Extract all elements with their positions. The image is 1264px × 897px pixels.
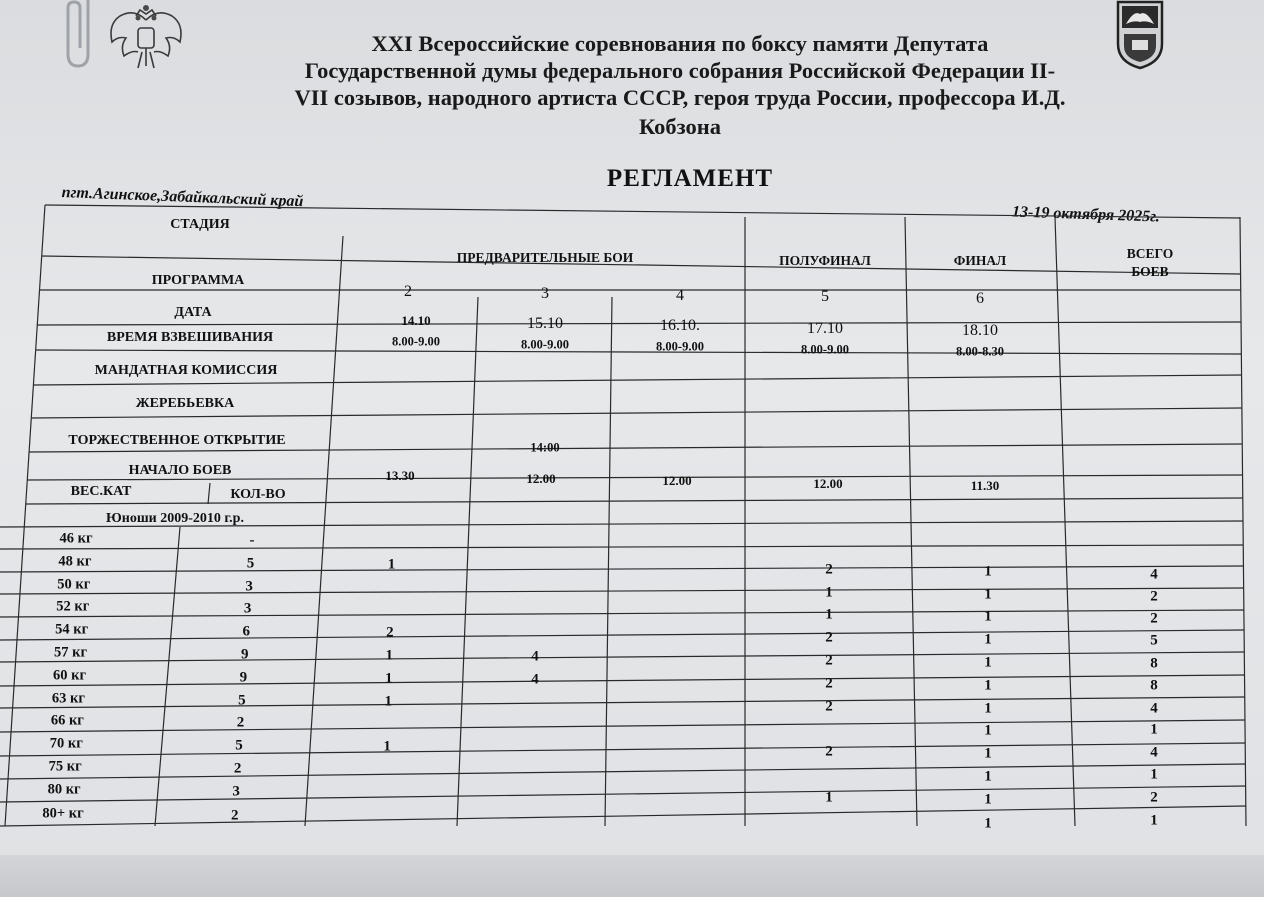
final-bouts: 1 <box>984 745 992 762</box>
preliminary-day2-bouts: 1 <box>385 647 394 664</box>
total-bouts: 1 <box>1150 812 1158 829</box>
event-dates: 13-19 октября 2025г. <box>1011 203 1161 226</box>
table-row-line <box>0 697 1245 708</box>
bout-start-time: 13.30 <box>385 468 415 483</box>
preliminary-day2-bouts: 1 <box>383 738 391 755</box>
program-number: 5 <box>821 288 829 306</box>
bout-start-time: 12.00 <box>526 470 556 486</box>
date-value: 17.10 <box>807 319 843 337</box>
weight-category: 60 кг <box>52 667 87 684</box>
weight-category: 63 кг <box>51 690 85 707</box>
table-column-line <box>605 297 612 826</box>
row-label-opening-ceremony: ТОРЖЕСТВЕННОЕ ОТКРЫТИЕ <box>68 433 286 448</box>
table-row-line <box>0 764 1245 779</box>
total-bouts: 8 <box>1150 677 1158 694</box>
weight-category: 80 кг <box>47 781 81 798</box>
weight-category: 57 кг <box>54 644 88 661</box>
row-label-bouts-start: НАЧАЛО БОЕВ <box>128 463 232 478</box>
semifinal-bouts: 1 <box>825 584 833 601</box>
weight-category: 48 кг <box>58 553 92 570</box>
opening-time: 14:00 <box>530 440 560 455</box>
table-row-line <box>0 720 1245 732</box>
table-row-line <box>0 783 1246 802</box>
weight-count: 5 <box>246 555 255 572</box>
semifinal-bouts: 2 <box>825 629 833 646</box>
row-label-weigh-in: ВРЕМЯ ВЗВЕШИВАНИЯ <box>106 330 274 345</box>
stage-preliminary: ПРЕДВАРИТЕЛЬНЫЕ БОИ <box>456 250 634 265</box>
weight-count: 2 <box>230 807 239 824</box>
stage-total: ВСЕГО <box>1126 246 1174 261</box>
final-bouts: 1 <box>984 791 992 808</box>
row-label-weight-category: ВЕС.КАТ <box>70 484 132 499</box>
title-line-4: Кобзона <box>638 114 722 139</box>
table-row-line <box>0 610 1244 617</box>
weight-category: 80+ кг <box>42 805 84 822</box>
date-value: 16.10. <box>660 317 700 335</box>
weight-count: 2 <box>233 760 242 777</box>
row-label-age-group: Юноши 2009-2010 г.р. <box>106 511 244 526</box>
preliminary-day2-bouts: 1 <box>384 693 392 710</box>
location-label: пгт.Агинское,Забайкальский край <box>61 184 304 211</box>
table-column-line <box>905 217 917 826</box>
total-bouts: 5 <box>1150 632 1158 649</box>
semifinal-bouts: 2 <box>825 675 833 692</box>
weight-category: 46 кг <box>59 530 93 547</box>
document-title: РЕГЛАМЕНТ <box>606 165 774 192</box>
weight-count-divider <box>155 527 180 826</box>
stage-total: БОЕВ <box>1131 264 1169 279</box>
row-label-mandate-commission: МАНДАТНАЯ КОМИССИЯ <box>94 363 278 378</box>
preliminary-day2-bouts: 1 <box>387 556 396 573</box>
date-value: 14.10 <box>401 313 431 328</box>
weight-count: 5 <box>235 737 243 754</box>
weight-count: 9 <box>239 669 248 686</box>
program-number: 3 <box>541 284 549 302</box>
table-row-line <box>0 588 1243 594</box>
stage-semifinal: ПОЛУФИНАЛ <box>779 253 871 268</box>
total-bouts: 2 <box>1150 610 1158 626</box>
weight-category: 54 кг <box>55 621 89 638</box>
weight-category: 66 кг <box>50 712 84 729</box>
total-bouts: 1 <box>1150 721 1158 738</box>
semifinal-bouts: 1 <box>825 606 833 623</box>
table-column-line <box>5 205 45 826</box>
final-bouts: 1 <box>984 631 992 648</box>
final-bouts: 1 <box>984 608 992 625</box>
total-bouts: 4 <box>1150 700 1158 716</box>
date-value: 18.10 <box>962 322 998 340</box>
preliminary-day3-bouts: 4 <box>531 671 539 688</box>
weigh-in-time: 8.00-9.00 <box>392 334 440 349</box>
final-bouts: 1 <box>984 654 992 671</box>
stage-final: ФИНАЛ <box>953 253 1007 268</box>
final-bouts: 1 <box>984 722 992 739</box>
final-bouts: 1 <box>984 677 992 694</box>
row-label-count: КОЛ-ВО <box>230 487 286 502</box>
weight-count: 3 <box>245 578 253 595</box>
total-bouts: 2 <box>1150 789 1158 805</box>
table-row-line <box>0 675 1244 686</box>
weight-count: 6 <box>242 623 250 640</box>
final-bouts: 1 <box>984 700 992 717</box>
title-line-2: Государственной думы федерального собрания Российской Федерации II- <box>304 58 1056 83</box>
bout-start-time: 12.00 <box>813 475 843 491</box>
program-label: ПРОГРАММА <box>151 273 245 288</box>
total-bouts: 4 <box>1150 744 1158 760</box>
table-row-line <box>36 350 1241 354</box>
program-number: 6 <box>976 290 984 308</box>
total-bouts: 8 <box>1150 655 1158 671</box>
program-number: 2 <box>404 283 412 300</box>
preliminary-day2-bouts: 1 <box>385 670 393 687</box>
table-column-line <box>457 297 478 826</box>
preliminary-day2-bouts: 2 <box>386 624 394 641</box>
semifinal-bouts: 1 <box>825 789 833 806</box>
total-bouts: 2 <box>1150 588 1158 605</box>
bout-start-time: 11.30 <box>970 478 1000 493</box>
weight-count: 9 <box>241 646 249 663</box>
weight-count: 5 <box>238 692 246 709</box>
stage-label: СТАДИЯ <box>170 217 230 232</box>
weight-category: 52 кг <box>56 598 90 615</box>
table-row-line <box>0 630 1244 640</box>
table-row-line <box>0 743 1245 756</box>
weigh-in-time: 8.00-9.00 <box>521 337 569 352</box>
weight-count: 3 <box>243 600 252 617</box>
semifinal-bouts: 2 <box>825 652 833 669</box>
weigh-in-time: 8.00-9.00 <box>656 339 704 354</box>
weight-count: - <box>249 532 255 549</box>
table-row-line <box>0 545 1243 549</box>
row-label-draw: ЖЕРЕБЬЕВКА <box>135 396 235 411</box>
bout-start-time: 12.00 <box>662 473 692 488</box>
weight-count: 3 <box>232 783 240 800</box>
final-bouts: 1 <box>984 815 992 832</box>
program-number: 4 <box>676 286 684 304</box>
weight-count-header-divider <box>208 483 210 504</box>
table-row-line <box>0 566 1243 572</box>
title-line-1: XXI Всероссийские соревнования по боксу памяти Депутата <box>371 31 989 56</box>
weight-category: 75 кг <box>48 758 82 775</box>
weight-category: 70 кг <box>49 735 83 752</box>
table-row-line <box>42 256 1241 274</box>
preliminary-day3-bouts: 4 <box>531 648 539 665</box>
weight-category: 50 кг <box>57 576 91 593</box>
final-bouts: 1 <box>984 563 992 580</box>
weigh-in-time: 8.00-8.30 <box>956 344 1004 359</box>
table-row-line <box>0 806 1246 826</box>
date-value: 15.10 <box>527 314 563 332</box>
weigh-in-time: 8.00-9.00 <box>801 342 849 357</box>
title-line-3: VII созывов, народного артиста СССР, героя труда России, профессора И.Д. <box>294 85 1066 110</box>
semifinal-bouts: 2 <box>825 743 833 760</box>
table-row-line <box>0 652 1244 662</box>
semifinal-bouts: 2 <box>825 698 833 715</box>
total-bouts: 4 <box>1150 566 1158 582</box>
weight-count: 2 <box>236 714 245 731</box>
table-row-line <box>37 322 1240 325</box>
total-bouts: 1 <box>1150 766 1158 783</box>
final-bouts: 1 <box>984 768 992 785</box>
final-bouts: 1 <box>984 586 992 603</box>
row-label-date: ДАТА <box>174 305 212 320</box>
semifinal-bouts: 2 <box>825 561 833 578</box>
